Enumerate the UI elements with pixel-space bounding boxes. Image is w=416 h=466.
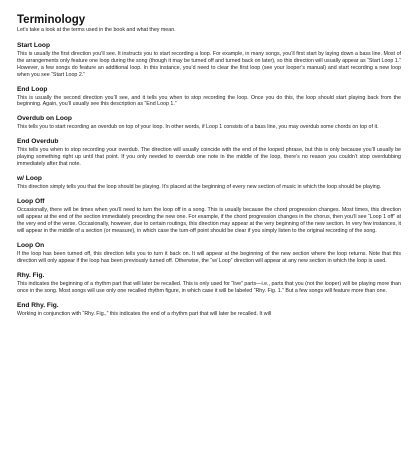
term-description: Occasionally, there will be times when you’ll need to turn the loop off in a song. This is usually because the chord progression changes. Most times, this direction will appear at the end of the section immediately preceding the new one. For example, if the chord progression changes in the chorus, then you’ll see “Loop 1 off” at the very end of the verse. Occasionally, however, due to certain routings, this direction may appear at the very beginning of the new section. In very few instances, it will appear in the middle of a section (or measure), in which case the turn-off point should be clear if you simply listen to the original recording of the song. (17, 207, 401, 235)
term-heading: End Loop (17, 85, 48, 93)
document-page (17, 14, 401, 325)
term-description: If the loop has been turned off, this direction tells you to turn it back on. It will appear at the beginning of the new section where the loop returns. Note that this direction will only appear if the loop has been previously turned off. Otherwise, the “w/ Loop” direction will appear at any new section in which the loop is used. (17, 251, 401, 264)
page-title: Terminology (17, 14, 86, 26)
term-with-loop (17, 175, 401, 191)
term-description: This direction simply tells you that the loop should be playing. It’s placed at the beginning of every new section of music in which the loop should be playing. (17, 184, 382, 191)
term-heading: Start Loop (17, 41, 50, 49)
term-loop-off (17, 198, 401, 235)
term-description: This is usually the first direction you’ll see. It instructs you to start recording a loop. For example, in many songs, you’ll first start by laying down a bass line. Most of the arrangements only feature one loop during the song (though it may be turned off and turned back on later), so this direction will usually appear as “Start Loop 1.” However, a few songs do feature an additional loop. In this instance, you’d need to clear the first loop (see your looper’s manual) and start recording a new loop when you see “Start Loop 2.” (17, 50, 401, 78)
intro-text: Let’s take a look at the terms used in the book and what they mean. (17, 27, 176, 33)
term-description: This tells you to start recording an overdub on top of your loop. In other words, if Loop 1 consists of a bass line, you may overdub some chords on top of it. (17, 124, 379, 131)
term-description: This tells you when to stop recording your overdub. The direction will usually coincide with the end of the looped phrase, but this is only because you’ll usually be playing something right up until that point. If you only needed to overdub one note in the middle of the loop, there’s no reason you couldn’t stop overdubbing immediately after that note. (17, 147, 401, 168)
term-loop-on (17, 242, 401, 265)
term-description: This indicates the beginning of a rhythm part that will later be recalled. This is only used for “live” parts—i.e., parts that you (not the looper) will be playing more than once in the song. Most songs will use only one recalled rhythm figure, in which case it will be labeled “Rhy. Fig. 1.” But a few songs will feature more than one. (17, 280, 401, 294)
term-description: Working in conjunction with “Rhy. Fig.,” this indicates the end of a rhythm part that will later be recalled. It will (17, 310, 272, 317)
term-heading: End Rhy. Fig. (17, 301, 59, 309)
term-description: This is usually the second direction you’ll see, and it tells you when to stop recording the loop. Once you do this, the loop should start playing back from the beginning. Again, you’ll usually see this description as “End Loop 1.” (17, 94, 401, 108)
term-heading: Overdub on Loop (17, 115, 72, 123)
term-heading: Loop On (17, 242, 45, 249)
term-heading: End Overdub (17, 138, 59, 146)
term-heading: Rhy. Fig. (17, 271, 45, 279)
term-end-overdub (17, 138, 401, 168)
term-heading: Loop Off (17, 198, 45, 206)
term-heading: w/ Loop (17, 175, 42, 183)
term-end-rhy-fig (17, 302, 401, 318)
term-start-loop (17, 42, 401, 79)
term-rhy-fig (17, 272, 401, 295)
term-overdub-on-loop (17, 115, 401, 131)
term-end-loop (17, 86, 401, 109)
